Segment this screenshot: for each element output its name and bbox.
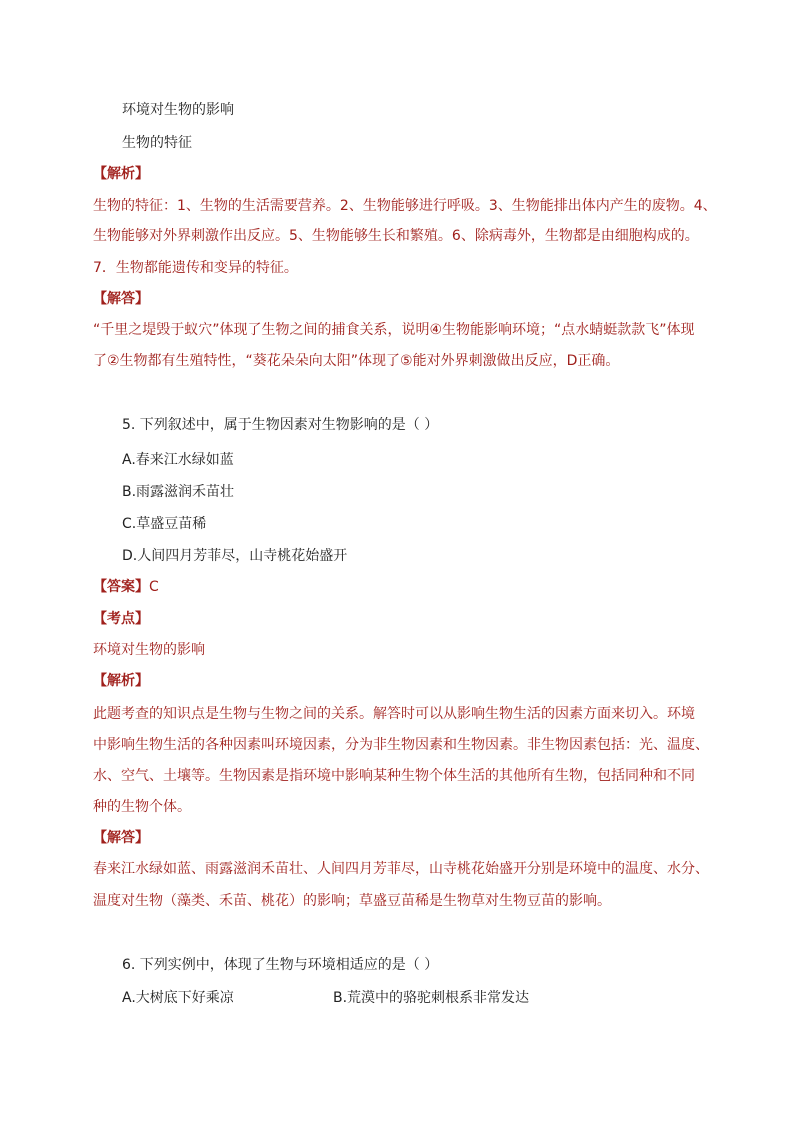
q5-jiexi-text-line: 水、空气、土壤等。生物因素是指环境中影响某种生物个体生活的其他所有生物，包括同种和不同 [93, 768, 695, 784]
kaodian-text-2: 生物的特征 [122, 135, 192, 151]
jiexi-label: 【解析】 [93, 166, 149, 182]
answer-value: C [149, 579, 159, 595]
q5-kaodian-label: 【考点】 [93, 611, 149, 627]
q5-jiexi-text-line: 种的生物个体。 [93, 799, 191, 815]
q5-option-a: A.春来江水绿如蓝 [122, 452, 234, 468]
q5-jieda-text-line: 温度对生物（藻类、禾苗、桃花）的影响；草盛豆苗稀是生物草对生物豆苗的影响。 [93, 893, 611, 909]
jiexi-text-line: 生物能够对外界刺激作出反应。5、生物能够生长和繁殖。6、除病毒外，生物都是由细胞构成的。 [93, 228, 699, 244]
answer-label: 【答案】 [93, 579, 149, 595]
q6-option-b: B.荒漠中的骆驼刺根系非常发达 [333, 990, 530, 1006]
q5-answer [93, 577, 159, 597]
jiexi-text-line: 生物的特征：1、生物的生活需要营养。2、生物能够进行呼吸。3、生物能排出体内产生的废物。4、 [93, 198, 717, 214]
q5-option-d: D.人间四月芳菲尽，山寺桃花始盛开 [122, 548, 348, 564]
q5-kaodian-text: 环境对生物的影响 [93, 642, 205, 658]
q6-option-a: A.大树底下好乘凉 [122, 990, 234, 1006]
jieda-text-line: “千里之堤毁于蚁穴”体现了生物之间的捕食关系，说明④生物能影响环境；“点水蜻蜓款款飞”体现 [93, 322, 695, 338]
jiexi-text-line: 7．生物都能遗传和变异的特征。 [93, 260, 298, 276]
question-6: 6. 下列实例中，体现了生物与环境相适应的是（ ） [122, 957, 439, 973]
q5-jiexi-text-line: 此题考查的知识点是生物与生物之间的关系。解答时可以从影响生物生活的因素方面来切入。环境 [93, 706, 695, 722]
q5-jiexi-text-line: 中影响生物生活的各种因素叫环境因素，分为非生物因素和生物因素。非生物因素包括：光、温度、 [93, 737, 709, 753]
q5-jieda-text-line: 春来江水绿如蓝、雨露滋润禾苗壮、人间四月芳菲尽，山寺桃花始盛开分别是环境中的温度、水分、 [93, 861, 709, 877]
jieda-text-line: 了②生物都有生殖特性，“葵花朵朵向太阳”体现了⑤能对外界刺激做出反应，D正确。 [93, 353, 620, 369]
q5-option-c: C.草盛豆苗稀 [122, 516, 207, 532]
question-5: 5. 下列叙述中，属于生物因素对生物影响的是（ ） [122, 417, 439, 433]
kaodian-text-1: 环境对生物的影响 [122, 102, 234, 118]
jieda-label: 【解答】 [93, 291, 149, 307]
q5-jiexi-label: 【解析】 [93, 673, 149, 689]
q5-jieda-label: 【解答】 [93, 830, 149, 846]
q5-option-b: B.雨露滋润禾苗壮 [122, 484, 235, 500]
